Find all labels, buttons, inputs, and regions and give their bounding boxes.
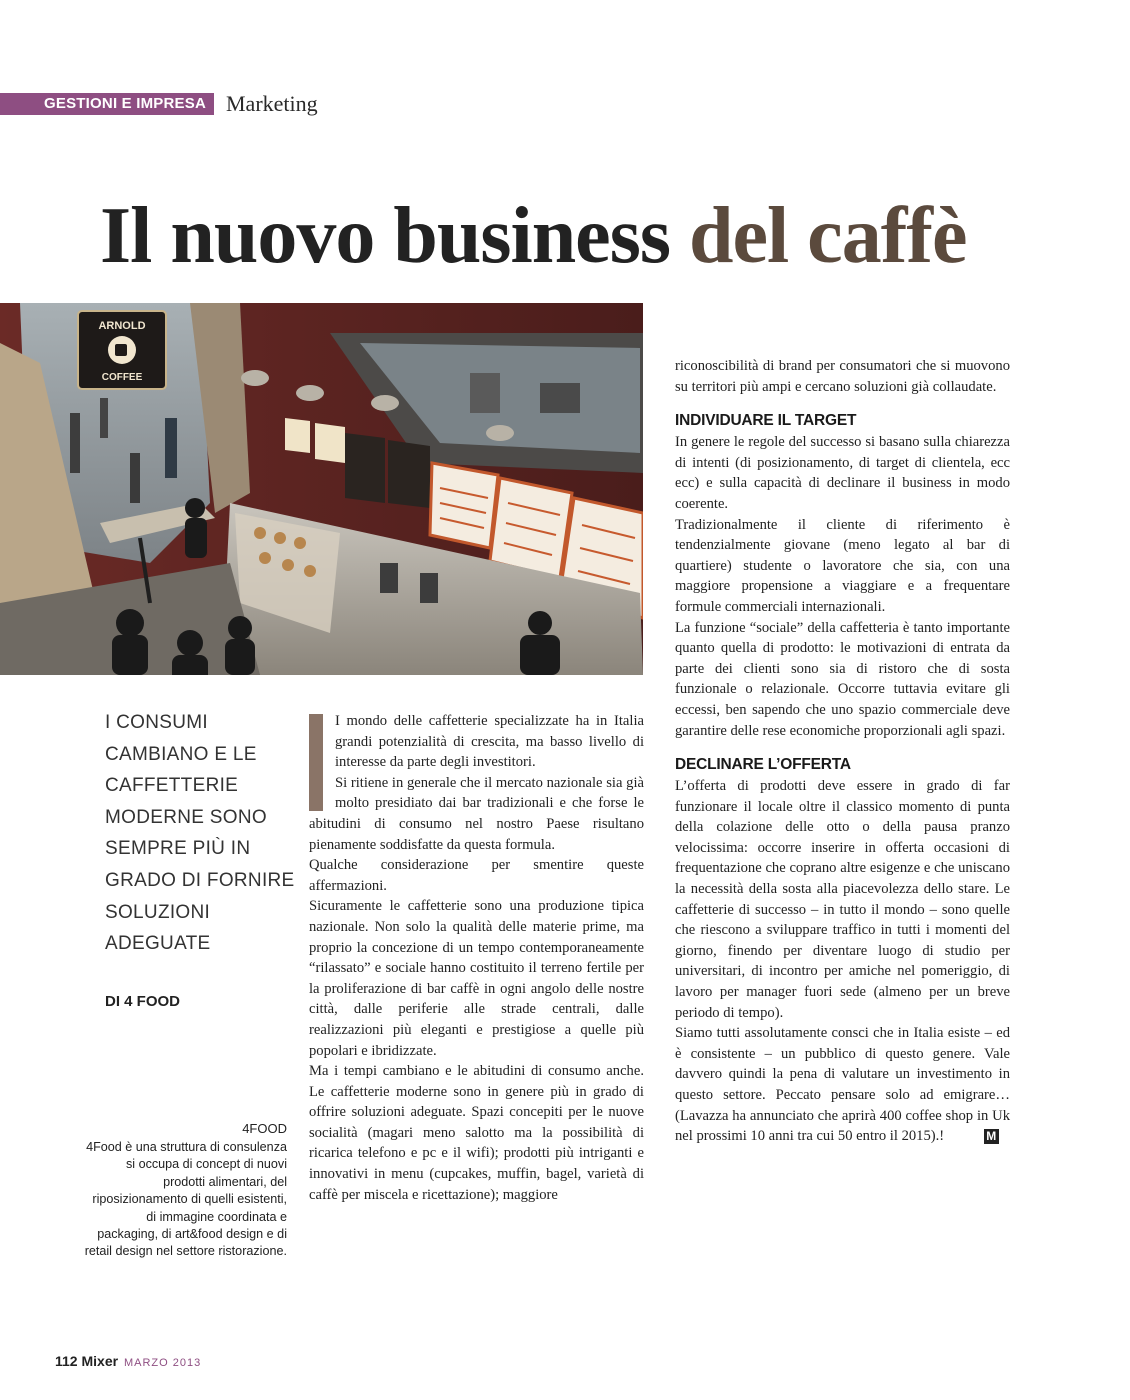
- folio: [55, 1353, 201, 1369]
- body-paragraph: Sicuramente le caffetterie sono una produzione tipica nazionale. Non solo la qualità delle materie prime, ma proprio la concezione di un tempo contemporaneamente “rilassato” e sociale hanno costituito il terreno fertile per la proliferazione di bar caffè in ogni angolo delle nostre città, dalle periferie alle strade centrali, dalle realizzazioni più eleganti e prestigiose a quelle più popolari e ibridizzate.: [309, 898, 644, 1059]
- closing-paragraph-text: Siamo tutti assolutamente consci che in Italia esiste – ed è consistente – un pubblico di questo genere. Vale davvero quindi la pena di valutare un investimento in questo settore. Peccato pensare solo ad emigrare… (Lavazza ha annunciato che aprirà 400 coffee shop in Uk nel prossimi 10 anni tra cui 50 entro il 2015).!: [675, 1025, 1010, 1145]
- headline-dark: Il nuovo business: [100, 192, 670, 280]
- section-tag: GESTIONI E IMPRESA: [0, 93, 214, 115]
- body-paragraph: L’offerta di prodotti deve essere in grado di far funzionare il locale oltre il classico momento di punta della colazione delle otto o della pausa pranzo velocissima: occorre inserire in offerta occasioni di frequentazione che coprano altre esigenze e che uniscano la necessità della sosta alla piacevolezza dello stare. Le caffetterie di successo – in tutto il mondo – sono quelle che riescono a sviluppare traffico in tutti i momenti del giorno, finendo per diventare luogo di studio per universitari, di incontro per amiche nel pomeriggio, di lavoro per manager fuori sede (almeno per un breve periodo di tempo).: [675, 778, 1010, 1021]
- subhead-target: INDIVIDUARE IL TARGET: [675, 412, 857, 430]
- cafe-interior-image: [0, 303, 643, 675]
- body-paragraph: Si ritiene in generale che il mercato nazionale sia già molto presidiato dai bar tradizionali e che forse le abitudini di consumo nel nostro Paese risultano pienamente soddisfatte da questa formula.: [309, 774, 644, 853]
- arnold-coffee-sign: [78, 311, 166, 389]
- body-column-middle: [309, 711, 644, 1205]
- body-paragraph: [675, 1023, 1010, 1147]
- headline: [100, 188, 966, 284]
- body-paragraph: La funzione “sociale” della caffetteria è tanto importante quanto quella di prodotto: le motivazioni di entrata da parte dei clienti sono sia di ristoro che di sosta funzionale o relazionale. Occorre tuttavia evitare gli eccessi, ben sapendo che uno spazio commerciale deve garantire delle rese economiche proporzionali agli spazi.: [675, 619, 1010, 739]
- svg-text:ARNOLD: ARNOLD: [98, 320, 146, 332]
- section-name: Marketing: [226, 91, 318, 116]
- body-paragraph: I mondo delle caffetterie specializzate ha in Italia grandi potenzialità di crescita, ma basso livello di interesse da parte degli investitori.: [335, 713, 644, 771]
- body-paragraph: In genere le regole del successo si basano sulla chiarezza di intenti (di posizionamento, di target di clientela, ecc ecc) e sulla capacità di declinare il business in modo coerente.: [675, 434, 1010, 512]
- body-paragraph: riconoscibilità di brand per consumatori che si muovono su territori più ampi e cercano soluzioni già collaudate.: [675, 358, 1010, 395]
- page-number: 112: [55, 1353, 78, 1369]
- cafe-photo: [0, 303, 643, 675]
- svg-text:COFFEE: COFFEE: [101, 372, 143, 383]
- drop-cap-i: [309, 714, 323, 811]
- end-mark-icon: M: [984, 1129, 999, 1144]
- sidebar-title: 4FOOD: [242, 1121, 287, 1136]
- standfirst: I CONSUMI CAMBIANO E LE CAFFETTERIE MODERNE SONO SEMPRE PIÙ IN GRADO DI FORNIRE SOLUZIONI ADEGUATE: [105, 712, 295, 955]
- magazine-name: Mixer: [81, 1353, 119, 1369]
- headline-light: del caffè: [688, 192, 967, 280]
- byline: DI 4 FOOD: [105, 993, 181, 1010]
- body-paragraph: Tradizionalmente il cliente di riferimento è tendenzialmente giovane (meno legato al bar di quartiere) studente o lavoratore che sia, con una maggiore propensione a viaggiare e a frequentare formule commerciali internazionali.: [675, 516, 1010, 615]
- issue-date: MARZO 2013: [123, 1357, 202, 1369]
- sidebar-text: 4Food è una struttura di consulenza si occupa di concept di nuovi prodotti alimentari, del riposizionamento di quelli esistenti, di immagine coordinata e packaging, di art&food design e di retail design nel settore ristorazione.: [84, 1140, 287, 1259]
- subhead-offerta: DECLINARE L’OFFERTA: [675, 756, 851, 774]
- body-paragraph: Qualche considerazione per smentire queste affermazioni.: [309, 857, 644, 894]
- body-paragraph: Ma i tempi cambiano e le abitudini di consumo anche. Le caffetterie moderne sono in genere più in grado di offrire soluzioni adeguate. Spazi concepiti per le nuove socialità (magari meno salotto ma la possibilità di ricarica telefono e pc e il wifi); prodotti più intriganti e innovativi in menu (cupcakes, muffin, bagel, varietà di caffè per miscela e ricettazione); maggiore: [309, 1063, 644, 1203]
- body-column-right: [675, 356, 1010, 1147]
